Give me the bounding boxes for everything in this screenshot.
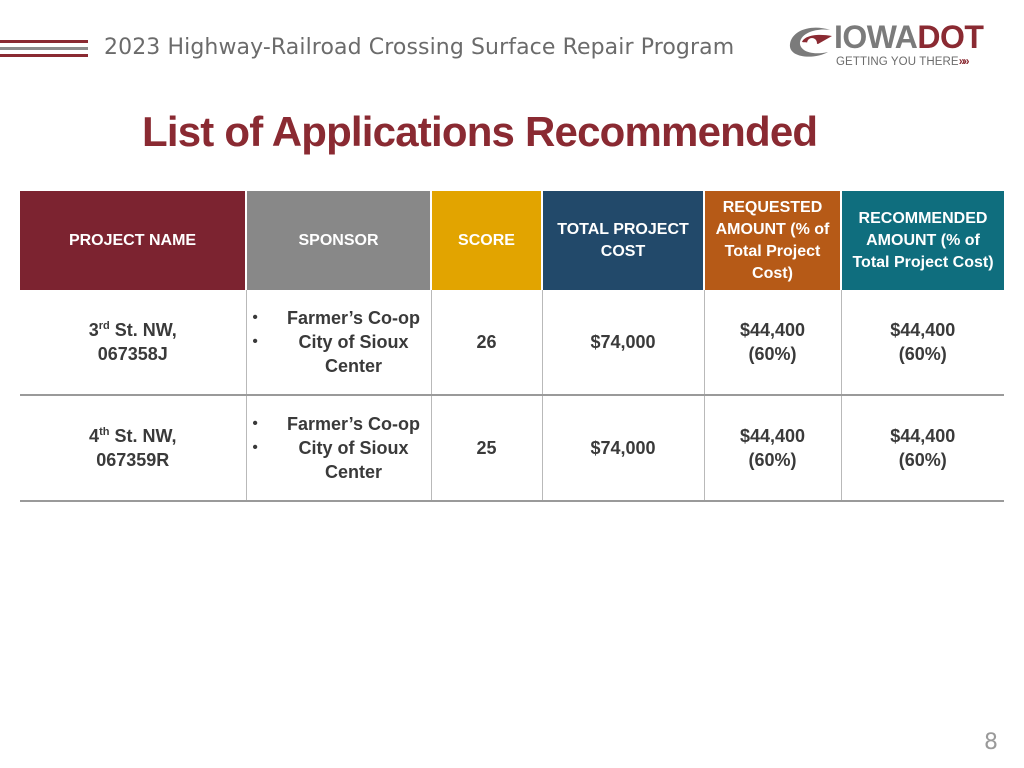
requested-amount-cell: $44,400 (60%) [704, 290, 841, 395]
logo-tagline: GETTING YOU THERE»» [836, 56, 968, 68]
header-requested-amount: REQUESTED AMOUNT (% of Total Project Cost) [704, 191, 841, 290]
sponsor-item: • Farmer’s Co-op [253, 412, 425, 436]
recommended-amount-cell: $44,400 (60%) [841, 290, 1004, 395]
score-cell: 25 [431, 395, 542, 501]
sponsor-list [253, 412, 425, 484]
sponsor-list [253, 306, 425, 378]
recommended-amount-cell: $44,400 (60%) [841, 395, 1004, 501]
table-row [20, 395, 1004, 501]
score-cell: 26 [431, 290, 542, 395]
header-accent-stripes [0, 40, 88, 61]
project-name-cell: 3rd St. NW, 067358J [20, 290, 246, 395]
applications-table [20, 191, 1004, 502]
sponsor-item: • City of Sioux Center [253, 330, 425, 378]
accent-stripe [0, 54, 88, 57]
header-sponsor: SPONSOR [246, 191, 431, 290]
chevrons-icon: »» [958, 56, 968, 68]
table-header-row [20, 191, 1004, 290]
requested-amount-cell: $44,400 (60%) [704, 395, 841, 501]
sponsor-cell [246, 395, 431, 501]
project-name-cell: 4th St. NW, 067359R [20, 395, 246, 501]
page-number: 8 [984, 730, 998, 755]
swoosh-logo-icon [788, 22, 834, 62]
accent-stripe [0, 47, 88, 50]
table-row [20, 290, 1004, 395]
sponsor-item: • City of Sioux Center [253, 436, 425, 484]
total-cost-cell: $74,000 [542, 290, 704, 395]
header-total-project-cost: TOTAL PROJECT COST [542, 191, 704, 290]
accent-stripe [0, 40, 88, 43]
sponsor-cell [246, 290, 431, 395]
iowa-dot-logo [788, 19, 1002, 72]
header-score: SCORE [431, 191, 542, 290]
logo-wordmark: IOWADOT [834, 19, 984, 55]
header-recommended-amount: RECOMMENDED AMOUNT (% of Total Project Cost) [841, 191, 1004, 290]
program-title: 2023 Highway-Railroad Crossing Surface Repair Program [104, 35, 735, 60]
header-project-name: PROJECT NAME [20, 191, 246, 290]
total-cost-cell: $74,000 [542, 395, 704, 501]
sponsor-item: • Farmer’s Co-op [253, 306, 425, 330]
slide-title: List of Applications Recommended [142, 108, 818, 155]
